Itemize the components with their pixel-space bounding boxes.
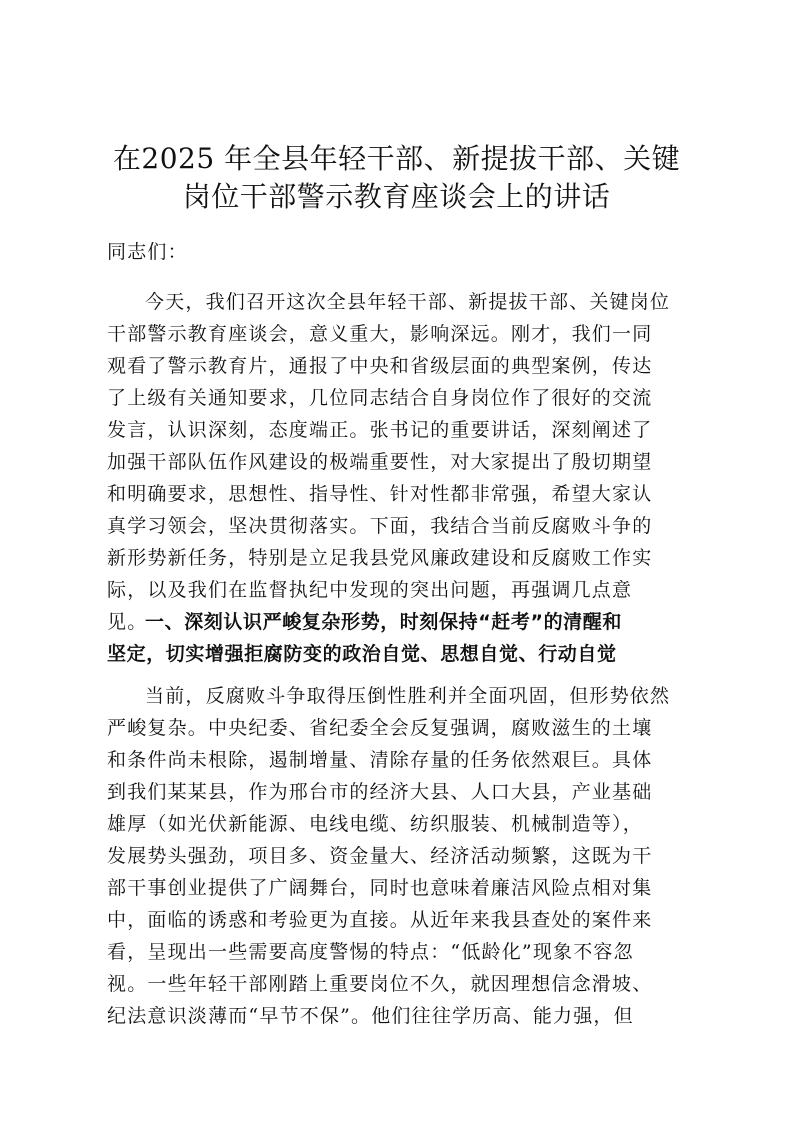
paragraph-line: 纪法意识淡薄而“早节不保”。他们往往学历高、能力强，但 xyxy=(107,1005,634,1027)
paragraph-line: 和明确要求，思想性、指导性、针对性都非常强，希望大家认 xyxy=(107,483,653,505)
paragraph-line: 加强干部队伍作风建设的极端重要性，对大家提出了殷切期望 xyxy=(107,451,653,473)
paragraph-line: 视。一些年轻干部刚踏上重要岗位不久，就因理想信念滑坡、 xyxy=(107,973,653,995)
paragraph-line: 际，以及我们在监督执纪中发现的突出问题，再强调几点意 xyxy=(107,579,633,601)
paragraph-line: 发言，认识深刻，态度端正。张书记的重要讲话，深刻阐述了 xyxy=(107,419,653,441)
paragraph-line: 和条件尚未根除，遏制增量、清除存量的任务依然艰巨。具体 xyxy=(107,749,653,771)
paragraph-line: 真学习领会，坚决贯彻落实。下面，我结合当前反腐败斗争的 xyxy=(107,515,653,537)
heading-line: 坚定，切实增强拒腐防变的政治自觉、思想自觉、行动自觉 xyxy=(107,643,617,665)
salutation: 同志们： xyxy=(107,241,188,263)
title-line: 在2025 年全县年轻干部、新提拔干部、关键 xyxy=(112,142,681,175)
paragraph-intro xyxy=(107,286,692,638)
paragraph-line: 新形势新任务，特别是立足我县党风廉政建设和反腐败工作实 xyxy=(107,547,653,569)
paragraph-line: 今天，我们召开这次全县年轻干部、新提拔干部、关键岗位 xyxy=(145,291,671,313)
paragraph-line: 当前，反腐败斗争取得压倒性胜利并全面巩固，但形势依然 xyxy=(145,685,671,707)
heading-line: 一、深刻认识严峻复杂形势，时刻保持“赶考”的清醒和 xyxy=(145,611,622,633)
paragraph-line: 了上级有关通知要求，几位同志结合自身岗位作了很好的交流 xyxy=(107,387,653,409)
paragraph-line: 看，呈现出一些需要高度警惕的特点：“低龄化”现象不容忽 xyxy=(107,941,634,963)
paragraph-line: 见。 xyxy=(107,611,148,633)
paragraph-line: 发展势头强劲，项目多、资金量大、经济活动频繁，这既为干 xyxy=(107,845,653,867)
paragraph-line: 到我们某某县，作为邢台市的经济大县、人口大县，产业基础 xyxy=(107,781,653,803)
section-heading-1 xyxy=(107,606,692,670)
paragraph-line: 严峻复杂。中央纪委、省纪委全会反复强调，腐败滋生的土壤 xyxy=(107,717,653,739)
paragraph-situation xyxy=(107,680,692,1032)
paragraph-line: 干部警示教育座谈会，意义重大，影响深远。刚才，我们一同 xyxy=(107,323,653,345)
paragraph-line: 中，面临的诱惑和考验更为直接。从近年来我县查处的案件来 xyxy=(107,909,653,931)
paragraph-line: 雄厚（如光伏新能源、电线电缆、纺织服装、机械制造等）， xyxy=(107,813,643,835)
document-title xyxy=(100,140,693,216)
title-line: 岗位干部警示教育座谈会上的讲话 xyxy=(182,180,611,213)
paragraph-line: 部干事创业提供了广阔舞台，同时也意味着廉洁风险点相对集 xyxy=(107,877,653,899)
paragraph-line: 观看了警示教育片，通报了中央和省级层面的典型案例，传达 xyxy=(107,355,653,377)
